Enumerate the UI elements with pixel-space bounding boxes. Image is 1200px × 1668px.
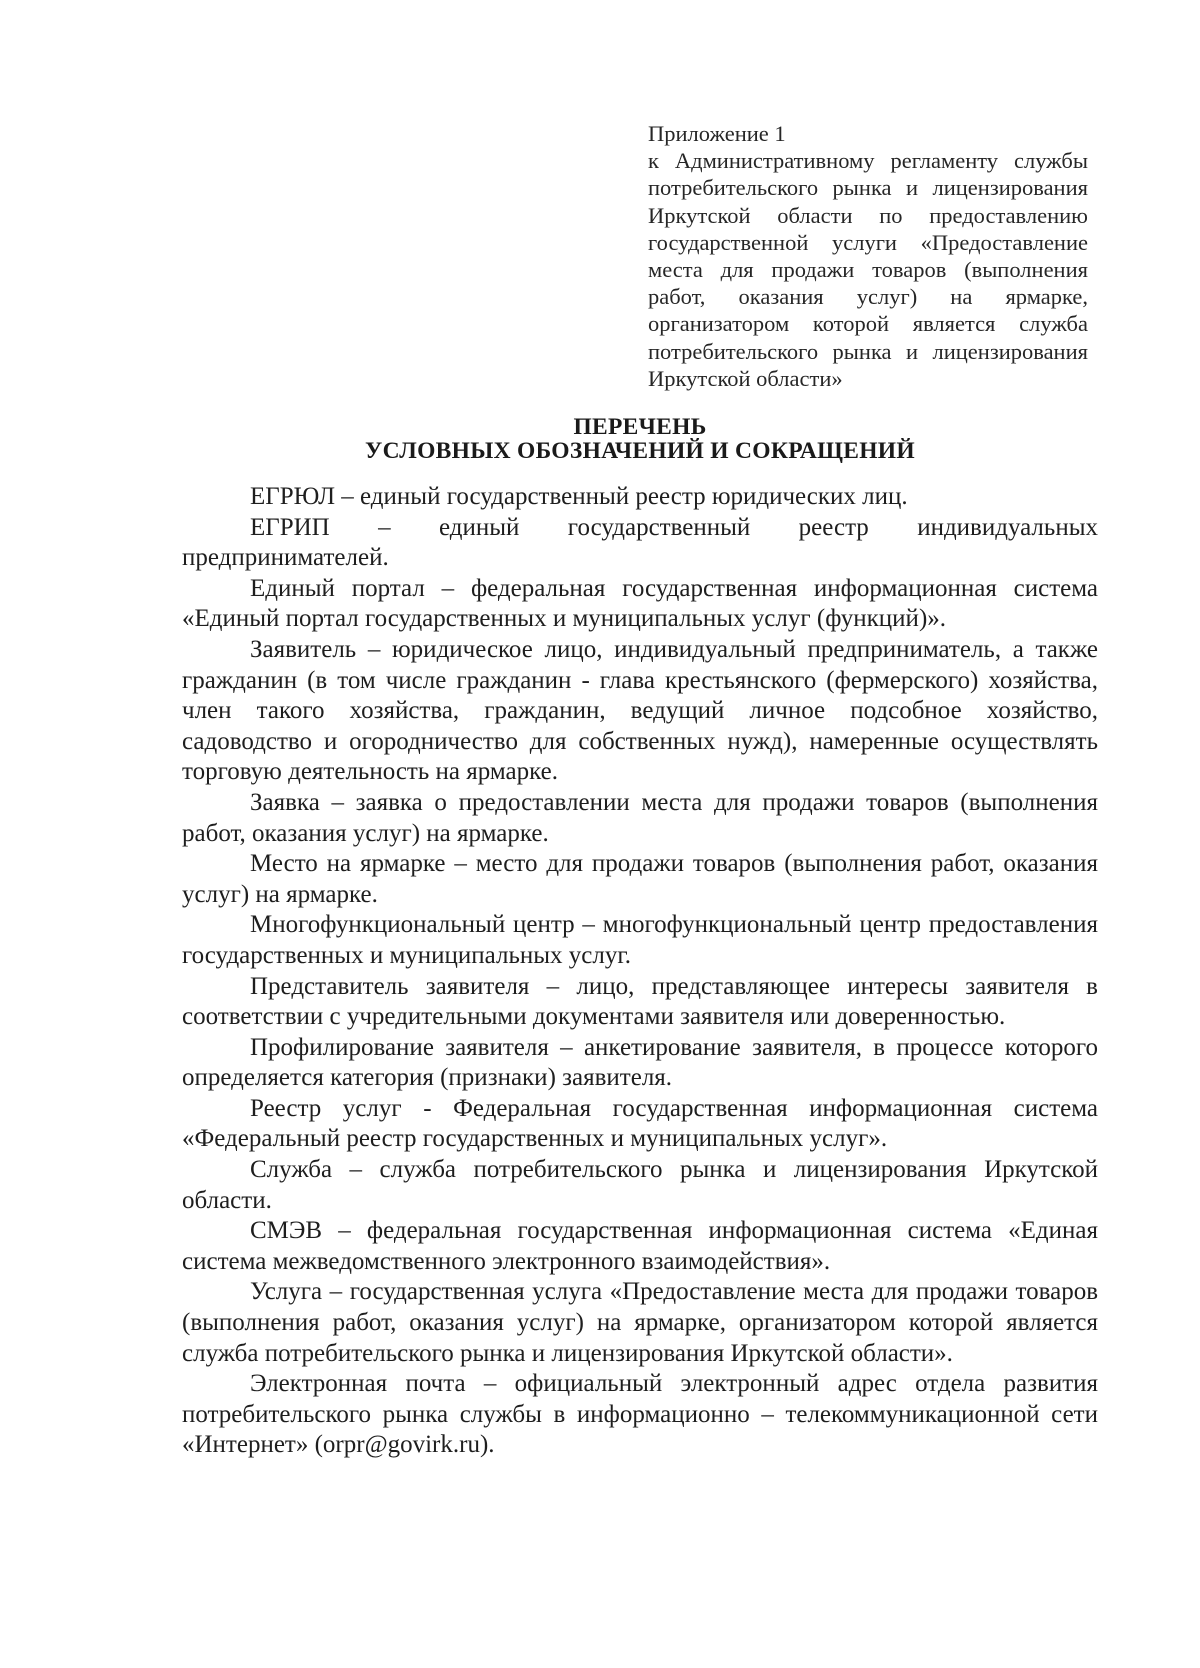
definition-fair-place: Место на ярмарке – место для продажи товаров (выполнения работ, оказания услуг) на ярмарке. [182, 850, 1098, 908]
definition-profiling: Профилирование заявителя – анкетирование заявителя, в процессе которого определяется категория (признаки) заявителя. [182, 1033, 1098, 1092]
appendix-note [648, 120, 1088, 392]
definition-service: Услуга – государственная услуга «Предоставление места для продажи товаров (выполнения работ, оказания услуг) на ярмарке, организатором которой является служба потребительского рынка и лицензирования Иркутской области». [182, 1278, 1098, 1367]
definition-smev: СМЭВ – федеральная государственная информационная система «Единая система межведомственного электронного взаимодействия». [182, 1217, 1098, 1275]
definition-email: Электронная почта – официальный электронный адрес отдела развития потребительского рынка службы в информационно – телекоммуникационной сети «Интернет» (orpr@govirk.ru). [182, 1370, 1098, 1459]
appendix-title: Приложение 1 [648, 121, 786, 146]
definition-applicant: Заявитель – юридическое лицо, индивидуальный предприниматель, а также гражданин (в том числе гражданин - глава крестьянского (фермерского) хозяйства, член такого хозяйства, гражданин, ведущий личное подсобное хозяйство, садоводство и огородничество для собственных нужд), намеренные осуществлять торговую деятельность на ярмарке. [182, 635, 1098, 786]
definitions-list [182, 482, 1098, 1461]
definition-unified-portal: Единый портал – федеральная государственная информационная система «Единый портал государственных и муниципальных услуг (функций)». [182, 574, 1098, 633]
definition-mfc: Многофункциональный центр – многофункциональный центр предоставления государственных и муниципальных услуг. [182, 911, 1098, 969]
definition-services-registry: Реестр услуг - Федеральная государственная информационная система «Федеральный реестр государственных и муниципальных услуг». [182, 1094, 1098, 1153]
definition-application: Заявка – заявка о предоставлении места для продажи товаров (выполнения работ, оказания услуг) на ярмарке. [182, 788, 1098, 847]
appendix-text: к Административному регламенту службы потребительского рынка и лицензирования Иркутской области по предоставлению государственной услуги «Предоставление места для продажи товаров (выполнения работ, оказания услуг) на ярмарке, организатором которой является служба потребительского рынка и лицензирования Иркутской области» [648, 148, 1088, 391]
definition-egrul: ЕГРЮЛ – единый государственный реестр юридических лиц. [250, 483, 908, 510]
definition-egrip: ЕГРИП – единый государственный реестр индивидуальных предпринимателей. [182, 513, 1098, 572]
definition-service-agency: Служба – служба потребительского рынка и лицензирования Иркутской области. [182, 1156, 1098, 1214]
document-title: ПЕРЕЧЕНЬ [573, 414, 707, 440]
document-subtitle: УСЛОВНЫХ ОБОЗНАЧЕНИЙ И СОКРАЩЕНИЙ [365, 438, 915, 464]
definition-representative: Представитель заявителя – лицо, представляющее интересы заявителя в соответствии с учредительными документами заявителя или доверенностью. [182, 972, 1098, 1031]
